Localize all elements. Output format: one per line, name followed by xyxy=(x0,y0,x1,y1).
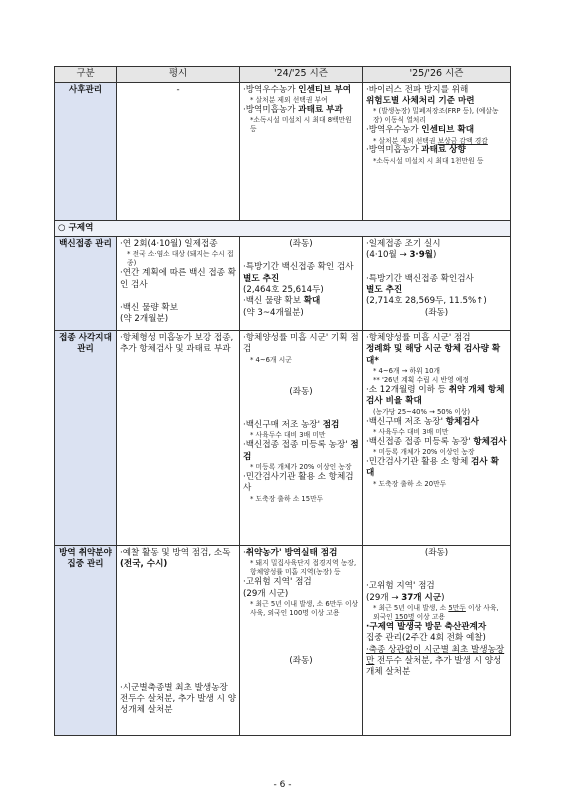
cell-blindspot-2526: ·항체양성률 미흡 시군' 점검 정례화 및 해당 시군 항체 검사량 확대* * 4~6개 → 하위 10개 ** '26년 계획 수립 시 반영 예정 ·소 12개월령 이하 등 취약 개체 항체검사 비율 확대 (농가당 25~40% → 50% 이상) ·백신구매 저조 농장' 항체검사 * 사육두수 대비 3배 미만 ·백신접종 접종 미등록 농장' 항체검사 * 미등록 개체가 20% 이상인 농장 ·민간검사기관 활용 소 항체 검사 확대 * 도축장 출하 소 20만두 xyxy=(363,330,511,545)
section-title: ○ 구제역 xyxy=(55,220,511,236)
cell-blindspot-normal: ·항체형성 미흡농가 보강 접종, 추가 항체검사 및 과태료 부과 xyxy=(117,330,240,545)
page-number: - 6 - xyxy=(273,780,292,790)
policy-table xyxy=(54,66,511,736)
header-season-24-25: '24/'25 시즌 xyxy=(240,67,363,83)
table-row-blindspot xyxy=(55,330,511,545)
category-aftercare: 사후관리 xyxy=(55,82,117,220)
header-row xyxy=(55,67,511,83)
cell-blindspot-2425: ·항체양성률 미흡 시군' 기획 점검 * 4~6개 시군 (좌동) ·백신구매 저조 농장' 점검 * 사육두수 대비 3배 미만 ·백신접종 접종 미등록 농장' 점검 * 미등록 개체가 20% 이상인 농장 ·민간검사기관 활용 소 항체검사 * 도축장 출하 소 15만두 xyxy=(240,330,363,545)
table-row-vaccination xyxy=(55,236,511,330)
header-normal: 평시 xyxy=(117,67,240,83)
category-blindspot: 접종 사각지대 관리 xyxy=(55,330,117,545)
section-row xyxy=(55,220,511,236)
cell-aftercare-2425: ·방역우수농가 인센티브 부여 * 살처분 제외 선택권 부여 ·방역미흡농가 과태료 부과 *소독시설 미설치 시 최대 8백만원 등 xyxy=(240,82,363,220)
cell-vaccination-2526: ·일제접종 조기 실시 (4·10월 → 3·9월) ·특방기간 백신접종 확인검사 별도 추진 (2,714호 28,569두, 11.5%↑) (좌동) xyxy=(363,236,511,330)
header-category: 구분 xyxy=(55,67,117,83)
category-vulnerable: 방역 취약분야 집중 관리 xyxy=(55,545,117,735)
table-row-vulnerable xyxy=(55,545,511,735)
header-season-25-26: '25/'26 시즌 xyxy=(363,67,511,83)
cell-aftercare-2526: ·바이러스 전파 방지를 위해 위험도별 사체처리 기준 마련 * (발생농장) 밀폐저장조(FRP 등), (예살농장) 이동식 열처리 ·방역우수농가 인센티브 확대 * 살처분 제외 선택권 보상금 감액 경감 ·방역미흡농가 과태료 상향 *소독시설 미설치 시 최대 1천만원 등 xyxy=(363,82,511,220)
table-row-aftercare xyxy=(55,82,511,220)
cell-vulnerable-2425: ·취약농가' 방역실태 점검 * 돼지 밀집사육단지 접경지역 농장, 항체양성률 미흡 지역(농장) 등 ·고위험 지역' 점검 (29개 시군) * 최근 5년 이내 발생, 소 6만두 이상 사육, 외국인 100명 이상 고용 (좌동) xyxy=(240,545,363,735)
cell-vulnerable-normal: ·예찰 활동 및 방역 점검, 소독(전국, 수시) ·시군별축종별 최초 발생농장 전두수 살처분, 추가 발생 시 양성개체 살처분 xyxy=(117,545,240,735)
cell-vaccination-2425: (좌동) ·특방기간 백신접종 확인 검사 별도 추진 (2,464호 25,614두) ·백신 물량 확보 확대 (약 3~4개월분) xyxy=(240,236,363,330)
cell-vulnerable-2526: (좌동) ·고위험 지역' 점검 (29개 → 37개 시군) * 최근 5년 이내 발생, 소 5만두 이상 사육, 외국인 150명 이상 고용 ·구제역 발생국 방문 축산관계자 집중 관리(2주간 4회 전화 예찰) ·축종 상관없이 시군별 최초 발생농장만 전두수 살처분, 추가 발생 시 양성개체 살처분 xyxy=(363,545,511,735)
cell-vaccination-normal: ·연 2회(4·10월) 일제접종 * 전국 소·염소 대상 (돼지는 수시 접종) ·연간 계획에 따른 백신 접종 확인 검사 ·백신 물량 확보 (약 2개월분) xyxy=(117,236,240,330)
category-vaccination: 백신접종 관리 xyxy=(55,236,117,330)
cell-aftercare-normal: - xyxy=(117,82,240,220)
